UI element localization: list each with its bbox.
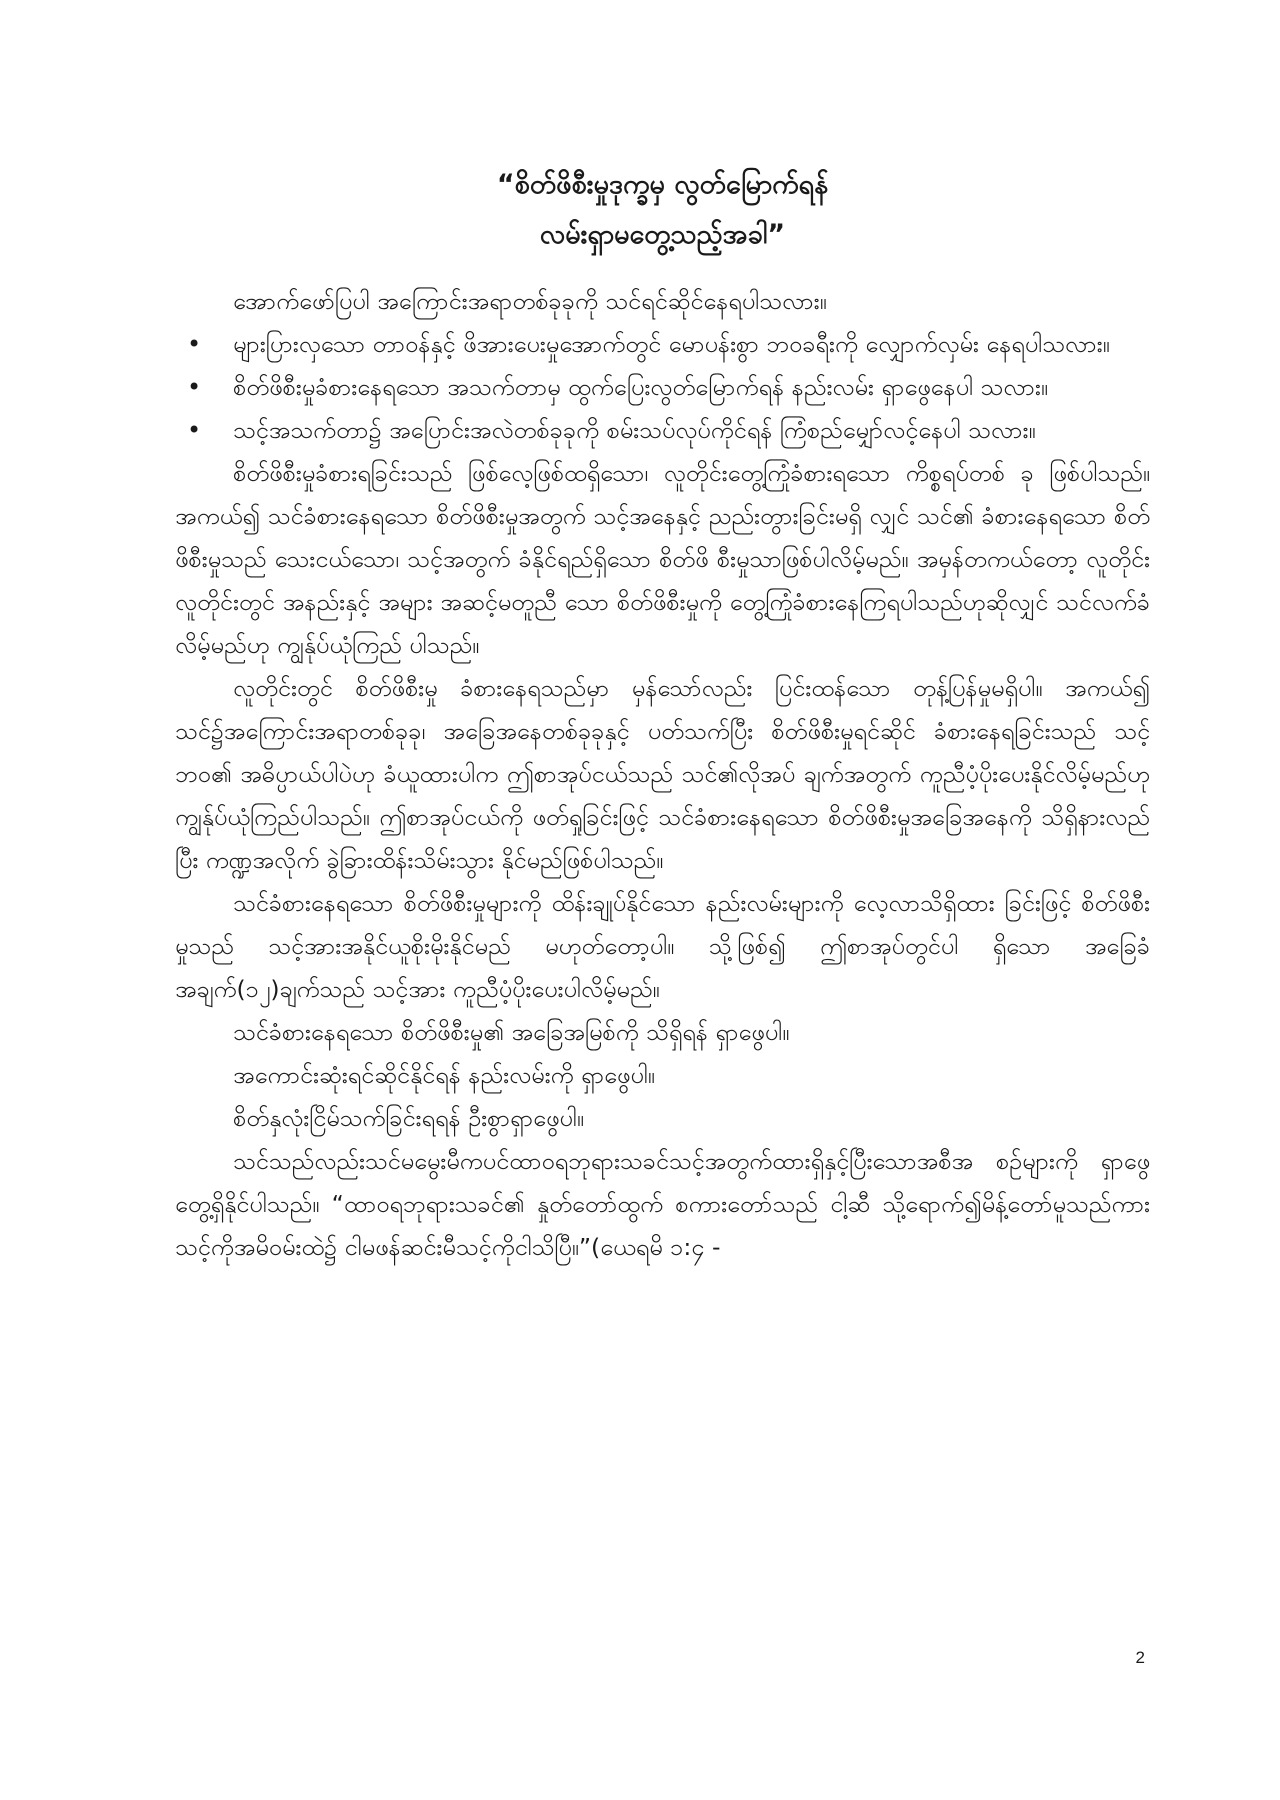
bullet-list bbox=[175, 323, 1150, 452]
closing-paragraph: သင်သည်လည်းသင်မမွေးမီကပင်ထာဝရဘုရားသခင်သင့်အတွက်ထားရှိနှင့်ပြီးသောအစီအ စဉ်များကို ရှာဖွေတွေ့ရှိနိုင်ပါသည်။ “ထာဝရဘုရားသခင်၏ နှုတ်တော်ထွက် စကားတော်သည် ငါ့ဆီ သို့ရောက်၍မိန့်တော်မူသည်ကားသင့်ကိုအမိဝမ်းထဲ၌ ငါမဖန်ဆင်းမီသင့်ကိုငါသိပြီ။”(ယေရမိ ၁:၄ - bbox=[175, 1147, 1150, 1261]
intro-paragraph: အောက်ဖော်ပြပါ အကြောင်းအရာတစ်ခုခုကို သင်ရင်ဆိုင်နေရပါသလား။ bbox=[233, 287, 827, 315]
page-number: 2 bbox=[1135, 1648, 1145, 1667]
title-line-1: “စိတ်ဖိစီးမှုဒုက္ခမှ လွတ်မြောက်ရန် bbox=[496, 169, 829, 200]
step-line-3: စိတ်နှလုံးငြိမ်သက်ခြင်းရရန် ဦးစွာရှာဖွေပါ။ bbox=[233, 1104, 584, 1132]
body-paragraph-2: လူတိုင်းတွင် စိတ်ဖိစီးမှု ခံစားနေရသည်မှာ မှန်သော်လည်း ပြင်းထန်သော တုန့်ပြန်မှုမရှိပါ။ အကယ်၍ သင်၌အကြောင်းအရာတစ်ခုခု၊ အခြေအနေတစ်ခုခုနှင့် ပတ်သက်ပြီး စိတ်ဖိစီးမှုရင်ဆိုင် ခံစားနေရခြင်းသည် သင့်ဘဝ၏ အဓိပ္ပာယ်ပါပဲဟု ခံယူထားပါက ဤစာအုပ်ငယ်သည် သင်၏လိုအပ် ချက်အတွက် ကူညီပံ့ပိုးပေးနိုင်လိမ့်မည်ဟု ကျွန်ုပ်ယုံကြည်ပါသည်။ ဤစာအုပ်ငယ်ကို ဖတ်ရှုခြင်းဖြင့် သင်ခံစားနေရသော စိတ်ဖိစီးမှုအခြေအနေကို သိရှိနားလည်ပြီး ကဏ္ဍအလိုက် ခွဲခြားထိန်းသိမ်းသွား နိုင်မည်ဖြစ်ပါသည်။ bbox=[175, 674, 1150, 874]
title-line-2: လမ်းရှာမတွေ့သည့်အခါ” bbox=[539, 219, 786, 250]
bullet-item-3: • သင့်အသက်တာ၌ အပြောင်းအလဲတစ်ခုခုကို စမ်းသပ်လုပ်ကိုင်ရန် ကြံစည်မျှော်လင့်နေပါ သလား။ bbox=[175, 409, 1150, 452]
step-line-2: အကောင်းဆုံးရင်ဆိုင်နိုင်ရန် နည်းလမ်းကို ရှာဖွေပါ။ bbox=[233, 1061, 655, 1089]
bullet-item-2: • စိတ်ဖိစီးမှုခံစားနေရသော အသက်တာမှ ထွက်ပြေးလွတ်မြောက်ရန် နည်းလမ်း ရှာဖွေနေပါ သလား။ bbox=[175, 366, 1150, 409]
step-line-1: သင်ခံစားနေရသော စိတ်ဖိစီးမှု၏ အခြေအမြစ်ကို သိရှိရန် ရှာဖွေပါ။ bbox=[233, 1018, 790, 1046]
page-title bbox=[175, 160, 1150, 260]
bullet-item-1: • များပြားလှသော တာဝန်နှင့် ဖိအားပေးမှုအောက်တွင် မောပန်းစွာ ဘဝခရီးကို လျှောက်လှမ်း နေရပါသလား။ bbox=[175, 323, 1150, 366]
body-paragraph-3: သင်ခံစားနေရသော စိတ်ဖိစီးမှုများကို ထိန်းချုပ်နိုင်သော နည်းလမ်းများကို လေ့လာသိရှိထား ခြင်းဖြင့် စိတ်ဖိစီးမှုသည် သင့်အားအနိုင်ယူစိုးမိုးနိုင်မည် မဟုတ်တော့ပါ။ သို့ဖြစ်၍ ဤစာအုပ်တွင်ပါ ရှိသော အခြေခံအချက်(၁၂)ချက်သည် သင့်အား ကူညီပံ့ပိုးပေးပါလိမ့်မည်။ bbox=[175, 889, 1150, 1003]
body-paragraph-1: စိတ်ဖိစီးမှုခံစားရခြင်းသည် ဖြစ်လေ့ဖြစ်ထရှိသော၊ လူတိုင်းတွေ့ကြုံခံစားရသော ကိစ္စရပ်တစ် ခု ဖြစ်ပါသည်။ အကယ်၍ သင်ခံစားနေရသော စိတ်ဖိစီးမှုအတွက် သင့်အနေနှင့် ညည်းတွားခြင်းမရှိ လျှင် သင်၏ ခံစားနေရသော စိတ်ဖိစီးမှုသည် သေးငယ်သော၊ သင့်အတွက် ခံနိုင်ရည်ရှိသော စိတ်ဖိ စီးမှုသာဖြစ်ပါလိမ့်မည်။ အမှန်တကယ်တော့ လူတိုင်းလူတိုင်းတွင် အနည်းနှင့် အများ အဆင့်မတူညီ သော စိတ်ဖိစီးမှုကို တွေ့ကြုံခံစားနေကြရပါသည်ဟုဆိုလျှင် သင်လက်ခံလိမ့်မည်ဟု ကျွန်ုပ်ယုံကြည် ပါသည်။ bbox=[175, 459, 1150, 659]
